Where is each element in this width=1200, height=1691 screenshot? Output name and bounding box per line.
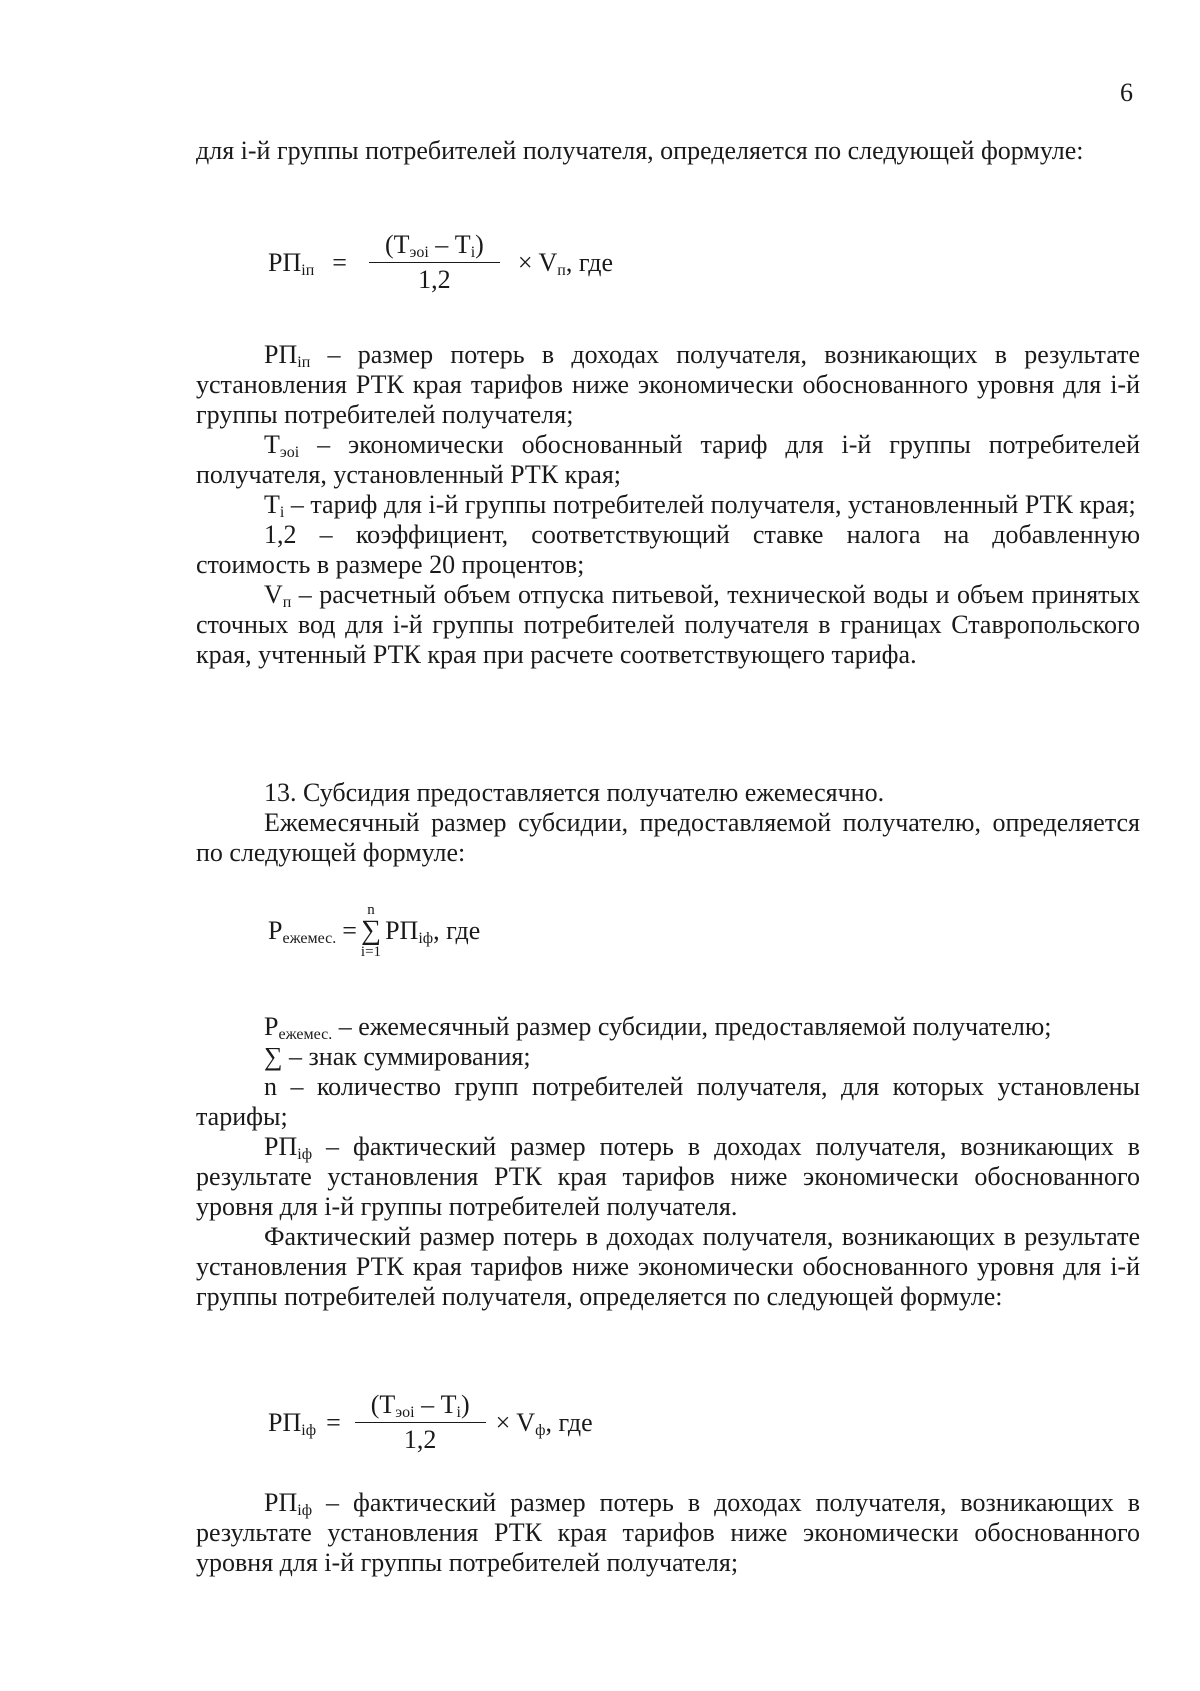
definition-n: n – количество групп потребителей получателя, для которых установлены тарифы; bbox=[196, 1072, 1140, 1131]
formula3-lhs: $РП_{iф}$ bbox=[268, 1407, 317, 1439]
intro-paragraph: для i-й группы потребителей получателя, определяется по следующей формуле: bbox=[196, 136, 1084, 165]
formula-rp-if bbox=[268, 1390, 593, 1455]
formula1-equals: = bbox=[332, 247, 347, 277]
definitions-block-1 bbox=[196, 340, 1140, 670]
definition-p-monthly: $Р_{ежемес.}$ – ежемесячный размер субсидии, предоставляемой получателю; bbox=[264, 1012, 1052, 1043]
formula1-denominator: 1,2 bbox=[418, 265, 451, 294]
definition-rp-if-final: $РП_{iф}$ – фактический размер потерь в доходах получателя, возникающих в результате установления РТК края тарифов ниже экономически обоснованного уровня для i-й группы потребителей получателя; bbox=[196, 1488, 1140, 1577]
actual-loss-paragraph: Фактический размер потерь в доходах получателя, возникающих в результате установления РТК края тарифов ниже экономически обоснованного уровня для i-й группы потребителей получателя, определяется по следующей формуле: bbox=[196, 1222, 1140, 1311]
sum-lower-limit: i=1 bbox=[360, 944, 382, 960]
definition-coefficient: 1,2 – коэффициент, соответствующий ставке налога на добавленную стоимость в размере 20 процентов; bbox=[196, 520, 1140, 579]
formula-monthly bbox=[268, 902, 480, 960]
section-13-paragraph: Ежемесячный размер субсидии, предоставляемой получателю, определяется по следующей формуле: bbox=[196, 808, 1140, 867]
formula3-numerator: $(Т_{эоi} - Т_i)$ bbox=[355, 1390, 486, 1423]
definition-t-eoi: $Т_{эоi}$ – экономически обоснованный тариф для i-й группы потребителей получателя, установленный РТК края; bbox=[196, 430, 1140, 489]
formula1-numerator: $(Т_{эоi} - Т_i)$ bbox=[369, 230, 500, 263]
formula3-fraction bbox=[355, 1390, 486, 1455]
formula2-term: $РП_{iф}$, где bbox=[385, 916, 481, 947]
formula3-tail: × $V_ф$, где bbox=[495, 1407, 593, 1439]
definitions-block-3 bbox=[196, 1488, 1140, 1578]
sum-upper-limit: n bbox=[367, 902, 375, 918]
definition-v-p: $V_п$ – расчетный объем отпуска питьевой, технической воды и объем принятых сточных вод для i-й группы потребителей получателя в границах Ставропольского края, учтенный РТК края при расчете соответствующего тарифа. bbox=[196, 580, 1140, 669]
formula3-denominator: 1,2 bbox=[403, 1425, 437, 1454]
formula2-equals: = bbox=[342, 916, 357, 945]
definition-t-i: $Т_i$ – тариф для i-й группы потребителей получателя, установленный РТК края; bbox=[264, 490, 1136, 521]
page-number: 6 bbox=[1120, 78, 1133, 107]
definitions-block-2 bbox=[196, 1012, 1140, 1312]
formula2-lhs: $Р_{ежемес.}$ bbox=[268, 916, 337, 947]
formula1-fraction bbox=[369, 230, 500, 295]
section-13 bbox=[196, 778, 1140, 868]
definition-rp-if: $РП_{iф}$ – фактический размер потерь в доходах получателя, возникающих в результате установления РТК края тарифов ниже экономически обоснованного уровня для i-й группы потребителей получателя. bbox=[196, 1132, 1140, 1221]
sum-sign bbox=[361, 902, 381, 960]
section-13-heading: 13. Субсидия предоставляется получателю ежемесячно. bbox=[264, 778, 885, 807]
formula1-lhs: $РП_{iп}$ bbox=[268, 247, 315, 279]
formula-rp-ip bbox=[268, 230, 613, 295]
intro-block bbox=[196, 136, 1140, 166]
definition-sum-sign: ∑ – знак суммирования; bbox=[264, 1042, 531, 1071]
formula1-tail: × $V_п$, где bbox=[517, 247, 613, 279]
definition-rp-ip: $РП_{iп}$ – размер потерь в доходах получателя, возникающих в результате установления РТК края тарифов ниже экономически обоснованного уровня для i-й группы потребителей получателя; bbox=[196, 340, 1140, 429]
sum-symbol: ∑ bbox=[361, 915, 381, 946]
formula3-equals: = bbox=[326, 1407, 341, 1437]
